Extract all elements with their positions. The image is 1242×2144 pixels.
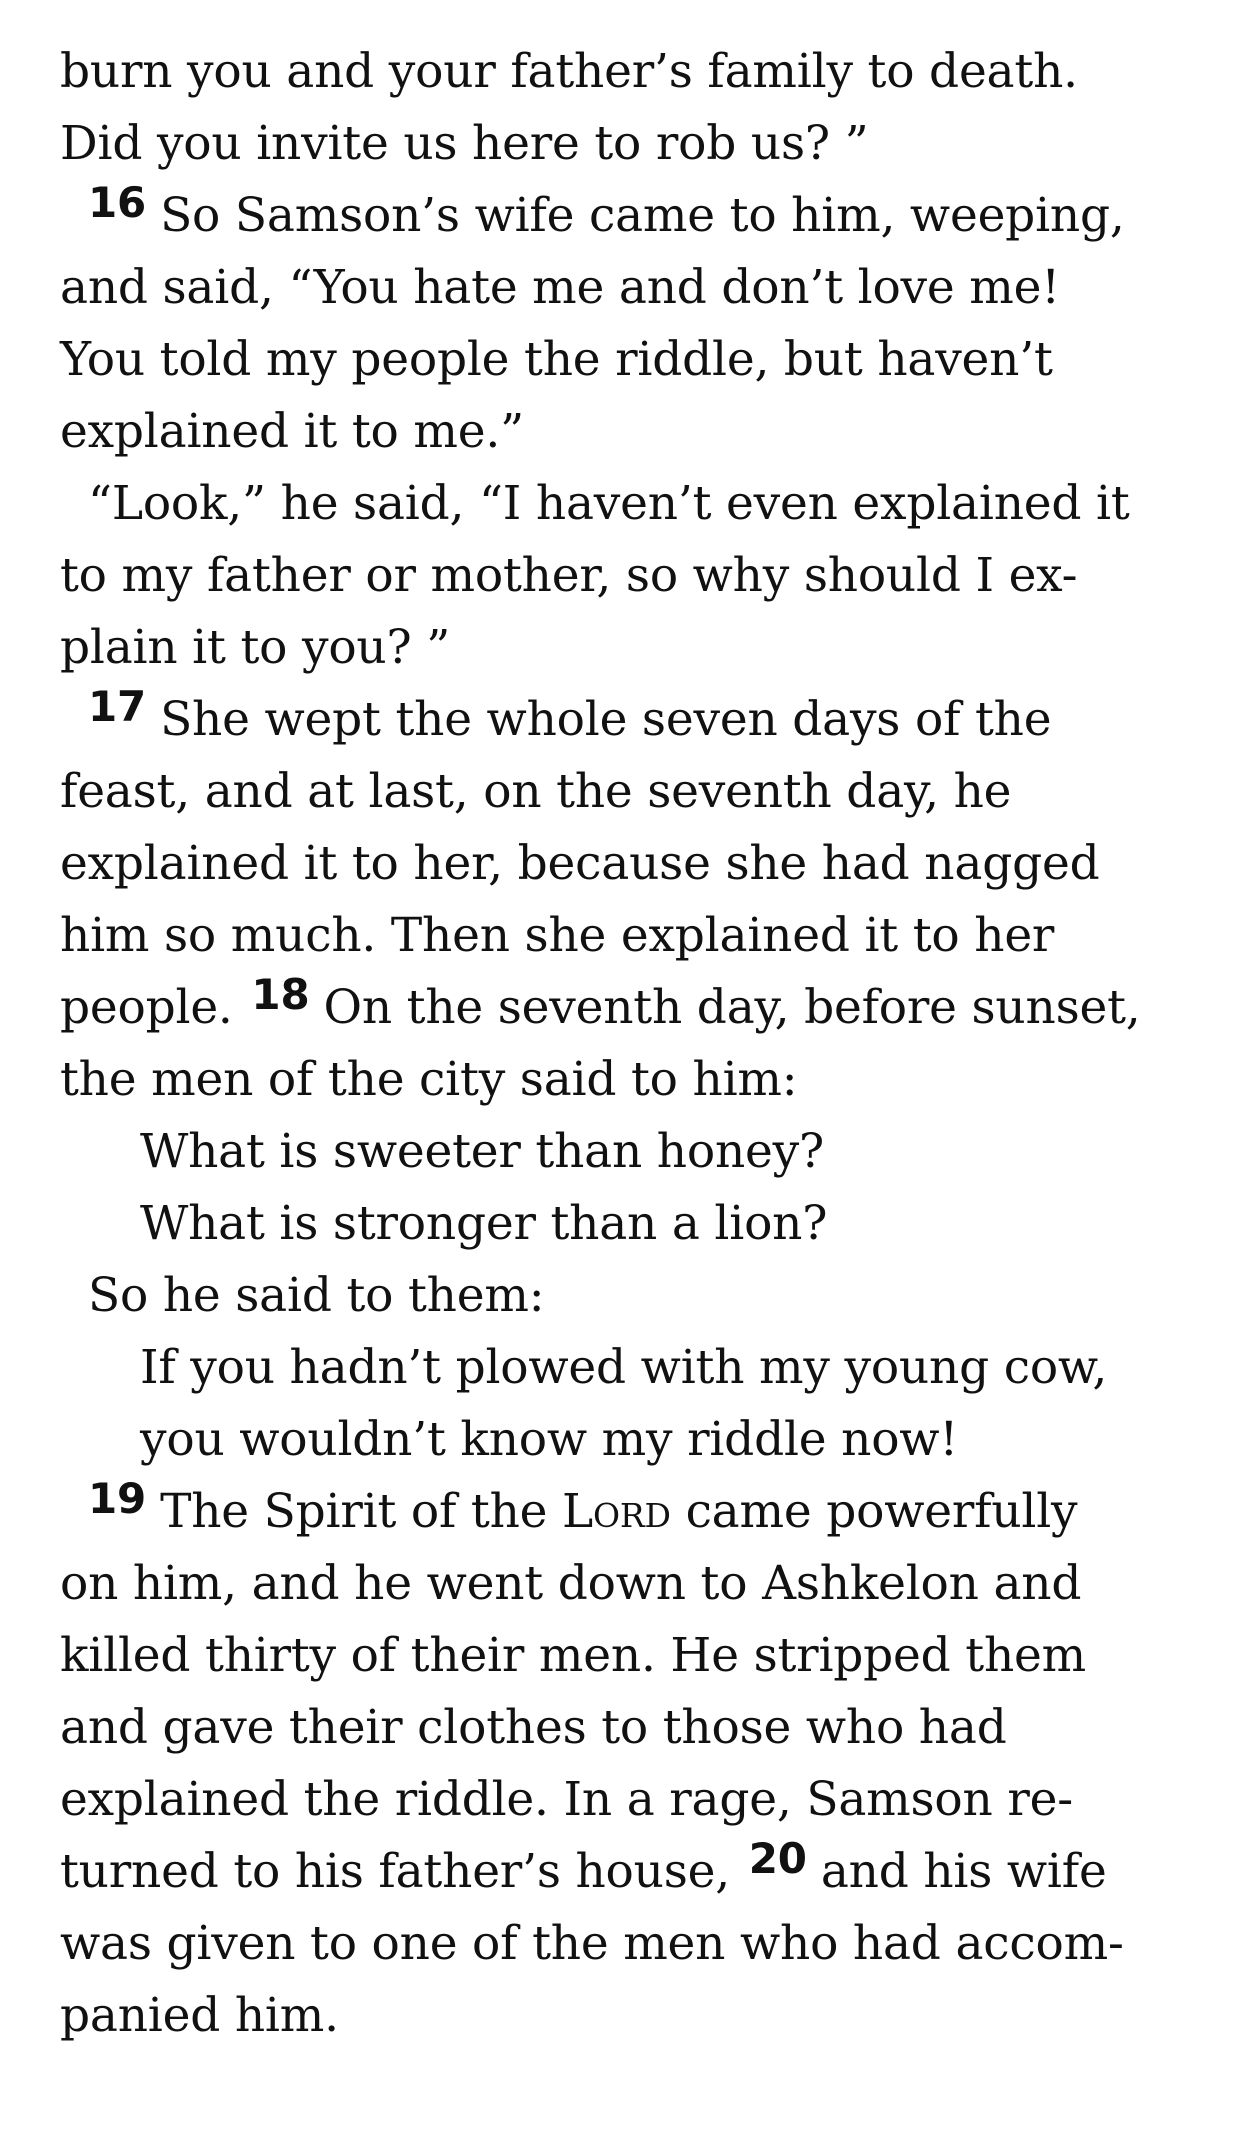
text-line: feast, and at last, on the seventh day, he: [60, 764, 1012, 819]
lord-small-caps: Lord: [562, 1484, 671, 1539]
text-line: on him, and he went down to Ashkelon and: [60, 1556, 1082, 1611]
text-span: turned to his father’s house,: [60, 1844, 730, 1899]
verse-number-17: 17: [88, 682, 147, 731]
text-line: “Look,” he said, “I haven’t even explained it: [88, 476, 1130, 531]
poetry-line: you wouldn’t know my riddle now!: [140, 1412, 959, 1467]
text-line: Did you invite us here to rob us? ”: [60, 116, 869, 171]
text-line: him so much. Then she explained it to her: [60, 908, 1055, 963]
text-line: panied him.: [60, 1988, 339, 2043]
text-line: the men of the city said to him:: [60, 1052, 798, 1107]
verse-20-line: [60, 1836, 1200, 1908]
text-line: explained the riddle. In a rage, Samson re-: [60, 1772, 1073, 1827]
text-line: So he said to them:: [88, 1268, 545, 1323]
verse-number-16: 16: [88, 178, 147, 227]
text-line: to my father or mother, so why should I ex-: [60, 548, 1078, 603]
text-line: You told my people the riddle, but haven’t: [60, 332, 1053, 387]
text-line: burn you and your father’s family to death.: [60, 44, 1078, 99]
text-span: and his wife: [820, 1844, 1107, 1899]
poetry-line: What is stronger than a lion?: [140, 1196, 828, 1251]
text-span: So Samson’s wife came to him, weeping,: [160, 188, 1125, 243]
verse-17-line: [60, 684, 1200, 756]
text-span: On the seventh day, before sunset,: [323, 980, 1141, 1035]
verse-number-18: 18: [251, 970, 310, 1019]
text-span: She wept the whole seven days of the: [160, 692, 1052, 747]
text-span: came powerfully: [685, 1484, 1078, 1539]
verse-19-line: [60, 1476, 1200, 1548]
text-line: killed thirty of their men. He stripped them: [60, 1628, 1087, 1683]
text-line: explained it to me.”: [60, 404, 524, 459]
verse-18-line: [60, 972, 1200, 1044]
scripture-page: [60, 36, 1200, 2052]
verse-number-20: 20: [748, 1834, 807, 1883]
text-span: people.: [60, 980, 233, 1035]
text-line: and said, “You hate me and don’t love me!: [60, 260, 1060, 315]
poetry-line: If you hadn’t plowed with my young cow,: [140, 1340, 1108, 1395]
text-span: The Spirit of the: [160, 1484, 548, 1539]
text-line: was given to one of the men who had accom-: [60, 1916, 1124, 1971]
text-line: plain it to you? ”: [60, 620, 451, 675]
verse-number-19: 19: [88, 1474, 147, 1523]
verse-16-line: [60, 180, 1200, 252]
poetry-line: What is sweeter than honey?: [140, 1124, 824, 1179]
text-line: explained it to her, because she had nagged: [60, 836, 1100, 891]
text-line: and gave their clothes to those who had: [60, 1700, 1007, 1755]
